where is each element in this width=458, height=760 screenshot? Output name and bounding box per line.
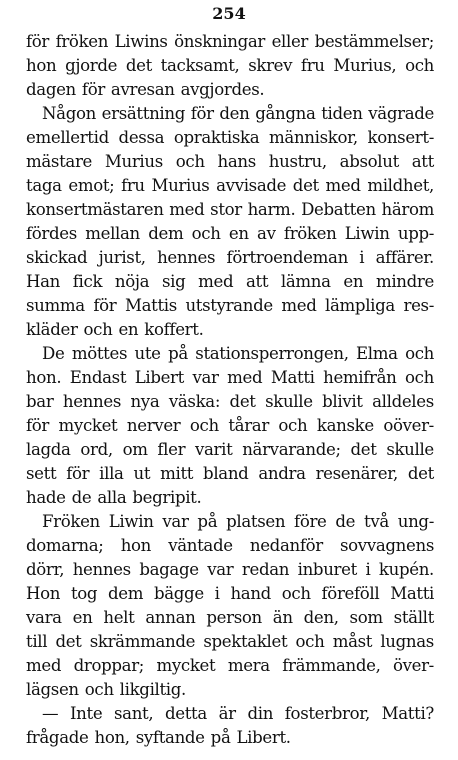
- word: fröken: [283, 224, 337, 243]
- word: mildhet,: [367, 176, 434, 195]
- word: på: [210, 728, 231, 747]
- word: redan: [241, 560, 290, 579]
- word: hennes: [62, 392, 121, 411]
- word: de: [335, 512, 356, 531]
- word: fosterbror,: [284, 704, 370, 723]
- word: för: [93, 296, 117, 315]
- word: harm.: [247, 200, 296, 219]
- word: bar: [26, 392, 54, 411]
- word: det: [55, 632, 82, 651]
- word: dem: [148, 224, 184, 243]
- word: och: [281, 584, 311, 603]
- word: möttes: [71, 344, 128, 363]
- word: med: [227, 368, 263, 387]
- text-line: [26, 318, 434, 342]
- word: lämna: [280, 272, 331, 291]
- word: jurist,: [98, 248, 146, 267]
- word: bland: [203, 464, 249, 483]
- word: detta: [165, 704, 207, 723]
- word: domarna;: [26, 536, 104, 555]
- word: Inte: [69, 704, 103, 723]
- word: Libert: [134, 368, 184, 387]
- word: begripit.: [132, 488, 202, 507]
- word: taga: [26, 176, 62, 195]
- text-line: [26, 102, 434, 126]
- word: fler: [157, 440, 186, 459]
- text-line: [26, 174, 434, 198]
- word: hennes: [72, 560, 131, 579]
- word: det: [125, 56, 152, 75]
- word: eller: [271, 32, 309, 51]
- word: frågade: [26, 728, 89, 747]
- word: med: [281, 296, 317, 315]
- word: kläder: [26, 320, 78, 339]
- word: gjorde: [65, 56, 118, 75]
- word: och: [189, 416, 219, 435]
- word: förtroendeman: [226, 248, 348, 267]
- word: lämpliga: [325, 296, 395, 315]
- word: mera: [227, 656, 270, 675]
- word: likgiltig.: [119, 680, 186, 699]
- word: närvarande;: [242, 440, 341, 459]
- word: ung-: [397, 512, 434, 531]
- text-line: [26, 342, 434, 366]
- word: din: [247, 704, 274, 723]
- text-line: [26, 438, 434, 462]
- word: hustru,: [268, 152, 327, 171]
- word: hon: [120, 536, 152, 555]
- word: summa: [26, 296, 85, 315]
- text-line: [26, 654, 434, 678]
- word: det: [292, 176, 319, 195]
- word: kanske: [316, 416, 374, 435]
- word: stor: [210, 200, 242, 219]
- word: dörr,: [26, 560, 65, 579]
- word: fru: [300, 56, 325, 75]
- word: Liwins: [114, 32, 168, 51]
- text-line: [26, 462, 434, 486]
- word: vägrade: [368, 104, 434, 123]
- text-line: [26, 630, 434, 654]
- text-line: [26, 606, 434, 630]
- word: Liwin: [344, 224, 390, 243]
- word: och: [295, 632, 325, 651]
- word: hand: [230, 584, 271, 603]
- word: på: [168, 344, 188, 363]
- word: hans: [217, 152, 256, 171]
- word: för: [26, 416, 50, 435]
- word: i: [365, 560, 371, 579]
- word: som: [349, 608, 383, 627]
- body-text: [26, 30, 434, 750]
- word: väska:: [168, 392, 221, 411]
- word: Hon: [26, 584, 61, 603]
- word: för: [81, 80, 105, 99]
- word: syftande: [135, 728, 205, 747]
- word: skrämmande: [89, 632, 196, 651]
- word: Matti: [270, 368, 315, 387]
- word: Någon: [42, 104, 96, 123]
- text-line: [26, 78, 434, 102]
- word: Fröken: [42, 512, 100, 531]
- word: dagen: [26, 80, 76, 99]
- word: De: [42, 344, 65, 363]
- word: fördes: [26, 224, 77, 243]
- word: på: [197, 512, 218, 531]
- word: mycket: [156, 656, 216, 675]
- text-line: [26, 534, 434, 558]
- text-line: [26, 150, 434, 174]
- word: med: [169, 200, 205, 219]
- word: väntade: [168, 536, 233, 555]
- word: och: [405, 368, 434, 387]
- word: och: [175, 152, 205, 171]
- word: skulle: [265, 392, 313, 411]
- word: Murius: [104, 152, 163, 171]
- word: och: [278, 416, 308, 435]
- word: måst: [332, 632, 373, 651]
- word: lägsen: [26, 680, 79, 699]
- word: tacksamt,: [160, 56, 240, 75]
- word: alla: [97, 488, 127, 507]
- word: önskningar: [174, 32, 266, 51]
- text-line: [26, 390, 434, 414]
- word: människor,: [269, 128, 358, 147]
- word: tårar: [228, 416, 269, 435]
- word: mycket: [58, 416, 118, 435]
- word: stationsperrongen,: [195, 344, 349, 363]
- word: en: [118, 320, 139, 339]
- text-line: [26, 414, 434, 438]
- word: —: [42, 704, 59, 723]
- word: om: [122, 440, 148, 459]
- word: spektaklet: [203, 632, 288, 651]
- word: bestämmelser;: [314, 32, 434, 51]
- word: var: [192, 368, 219, 387]
- word: ut: [133, 464, 151, 483]
- word: och: [405, 56, 434, 75]
- word: andra: [258, 464, 306, 483]
- word: alldeles: [372, 392, 434, 411]
- word: ord,: [80, 440, 113, 459]
- word: och: [405, 344, 434, 363]
- word: för: [66, 464, 90, 483]
- word: en: [228, 224, 249, 243]
- word: mindre: [375, 272, 434, 291]
- word: till: [26, 632, 48, 651]
- word: en: [72, 608, 93, 627]
- word: fru: [121, 176, 145, 195]
- word: avvisade: [216, 176, 287, 195]
- word: en: [343, 272, 364, 291]
- text-line: [26, 510, 434, 534]
- word: än: [272, 608, 293, 627]
- word: platsen: [226, 512, 286, 531]
- word: mitt: [160, 464, 194, 483]
- word: den,: [303, 608, 339, 627]
- text-line: [26, 294, 434, 318]
- word: opraktiska: [173, 128, 260, 147]
- word: gångna: [255, 104, 316, 123]
- word: konsertmästaren: [26, 200, 164, 219]
- word: dessa: [118, 128, 165, 147]
- word: droppar;: [73, 656, 145, 675]
- text-line: [26, 366, 434, 390]
- word: det: [350, 440, 377, 459]
- word: av: [257, 224, 276, 243]
- word: Debatten: [301, 200, 376, 219]
- word: skrev: [248, 56, 293, 75]
- word: Liwin: [108, 512, 154, 531]
- word: hon.: [26, 368, 62, 387]
- word: affärer.: [375, 248, 434, 267]
- word: nya: [130, 392, 160, 411]
- word: emot;: [68, 176, 115, 195]
- text-line: [26, 54, 434, 78]
- word: för: [26, 32, 50, 51]
- word: avgjordes.: [180, 80, 265, 99]
- word: främmande,: [282, 656, 381, 675]
- word: skulle: [386, 440, 434, 459]
- word: Matti?: [381, 704, 434, 723]
- text-line: [26, 486, 434, 510]
- word: att: [245, 272, 269, 291]
- text-line: [26, 678, 434, 702]
- word: helt: [103, 608, 135, 627]
- word: sant,: [114, 704, 154, 723]
- word: oöver-: [383, 416, 434, 435]
- word: sett: [26, 464, 57, 483]
- word: varit: [194, 440, 233, 459]
- word: med: [198, 272, 234, 291]
- word: det: [229, 392, 256, 411]
- word: före: [294, 512, 327, 531]
- text-line: [26, 558, 434, 582]
- text-line: [26, 222, 434, 246]
- text-line: [26, 30, 434, 54]
- word: med: [26, 656, 62, 675]
- word: Libert.: [236, 728, 291, 747]
- word: inburet: [297, 560, 357, 579]
- word: bägge: [153, 584, 204, 603]
- word: är: [218, 704, 236, 723]
- word: tiden: [321, 104, 363, 123]
- word: det: [407, 464, 434, 483]
- word: i: [214, 584, 220, 603]
- word: härom: [381, 200, 434, 219]
- word: fröken: [55, 32, 109, 51]
- word: för: [190, 104, 214, 123]
- word: hennes: [157, 248, 216, 267]
- word: Elma: [356, 344, 398, 363]
- word: konsert-: [367, 128, 434, 147]
- word: hon,: [94, 728, 130, 747]
- word: och: [83, 320, 113, 339]
- word: Han: [26, 272, 61, 291]
- word: annan: [145, 608, 196, 627]
- word: Endast: [69, 368, 127, 387]
- text-line: [26, 246, 434, 270]
- word: avresan: [110, 80, 175, 99]
- word: de: [71, 488, 92, 507]
- word: med: [325, 176, 361, 195]
- word: nerver: [126, 416, 181, 435]
- word: ersättning: [101, 104, 185, 123]
- word: Murius: [151, 176, 210, 195]
- word: den: [219, 104, 250, 123]
- text-line: [26, 726, 434, 750]
- word: var: [162, 512, 189, 531]
- word: upp-: [397, 224, 434, 243]
- word: kupén.: [378, 560, 434, 579]
- word: ute: [134, 344, 161, 363]
- page-number: 254: [212, 4, 246, 23]
- word: hemifrån: [323, 368, 397, 387]
- word: res-: [403, 296, 434, 315]
- word: ställt: [393, 608, 434, 627]
- word: Murius,: [333, 56, 397, 75]
- text-line: [26, 126, 434, 150]
- text-line: [26, 270, 434, 294]
- word: och: [84, 680, 114, 699]
- text-line: [26, 198, 434, 222]
- word: illa: [99, 464, 124, 483]
- word: skickad: [26, 248, 88, 267]
- word: lagda: [26, 440, 71, 459]
- word: Matti: [390, 584, 434, 603]
- word: hade: [26, 488, 66, 507]
- word: bagage: [139, 560, 199, 579]
- word: person: [206, 608, 262, 627]
- word: tog: [70, 584, 98, 603]
- word: sig: [161, 272, 186, 291]
- word: absolut: [339, 152, 399, 171]
- word: föreföll: [321, 584, 380, 603]
- word: dem: [108, 584, 144, 603]
- text-line: [26, 582, 434, 606]
- word: över-: [392, 656, 434, 675]
- word: att: [411, 152, 434, 171]
- word: mellan: [85, 224, 140, 243]
- word: koffert.: [144, 320, 204, 339]
- text-line: [26, 702, 434, 726]
- word: utstyrande: [185, 296, 273, 315]
- word: i: [359, 248, 365, 267]
- word: nedanför: [249, 536, 323, 555]
- word: emellertid: [26, 128, 109, 147]
- word: nöja: [114, 272, 150, 291]
- word: hon: [26, 56, 57, 75]
- word: blivit: [322, 392, 363, 411]
- word: fick: [72, 272, 103, 291]
- word: vara: [26, 608, 62, 627]
- word: och: [191, 224, 221, 243]
- word: två: [364, 512, 389, 531]
- word: mästare: [26, 152, 93, 171]
- word: Mattis: [124, 296, 177, 315]
- word: sovvagnens: [340, 536, 434, 555]
- word: resenärer,: [315, 464, 398, 483]
- word: lugnas: [380, 632, 434, 651]
- word: var: [207, 560, 234, 579]
